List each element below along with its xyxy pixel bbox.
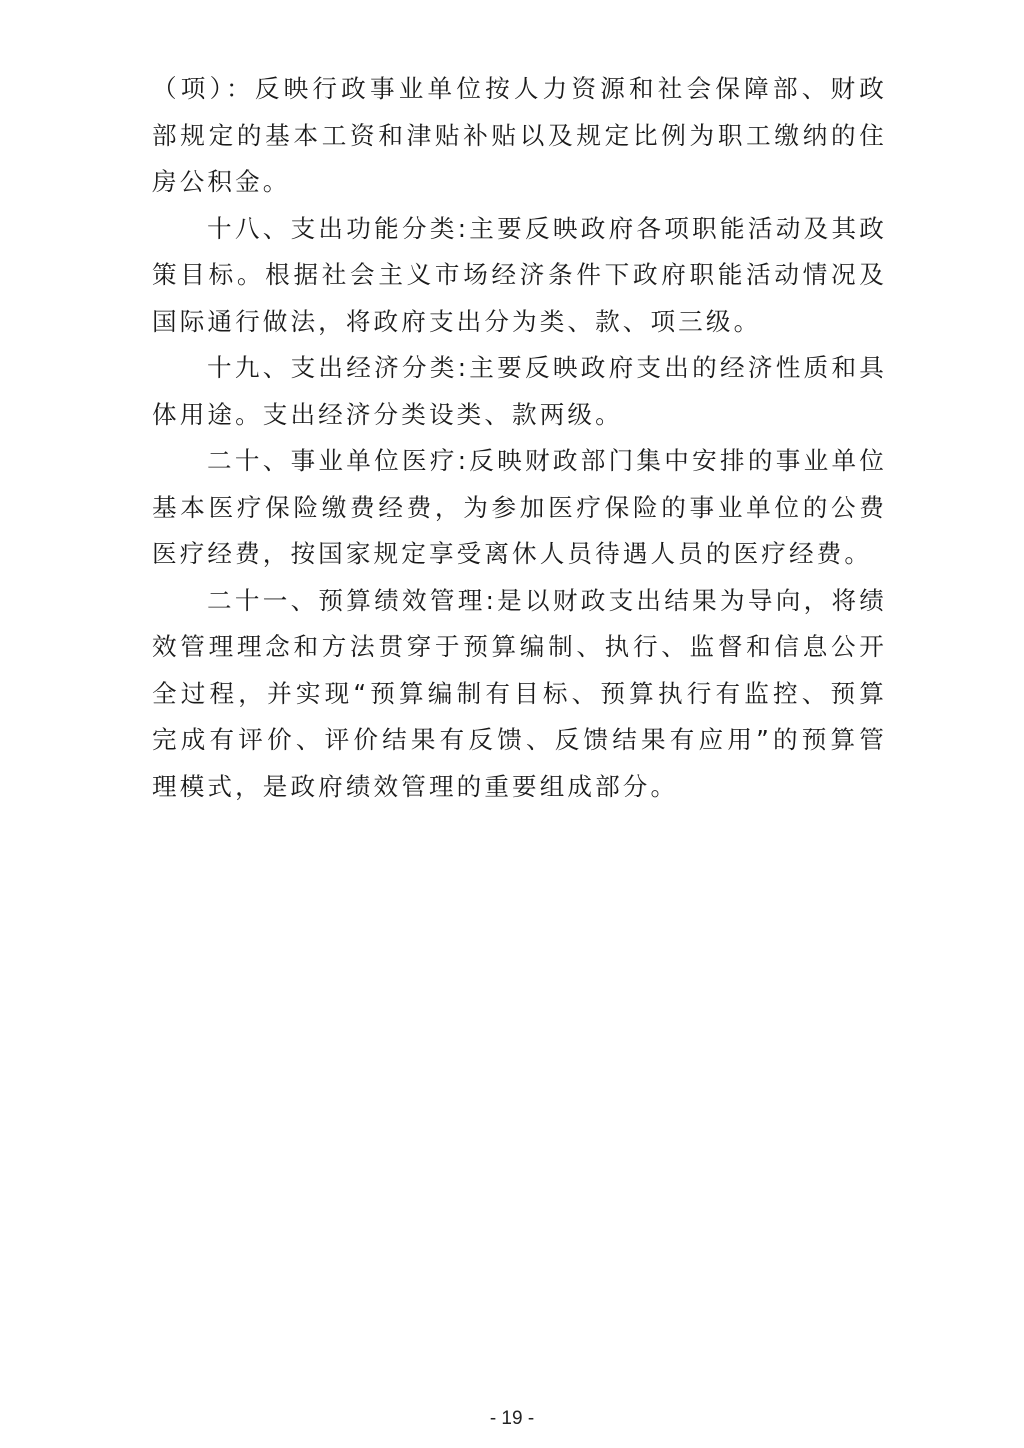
paragraph-item-19: 十九、支出经济分类:主要反映政府支出的经济性质和具体用途。支出经济分类设类、款两级。 [152,353,887,429]
page-number: - 19 - [489,1408,535,1429]
paragraph-item-21: 二十一、预算绩效管理:是以财政支出结果为导向，将绩效管理理念和方法贯穿于预算编制、执行、监督和信息公开全过程，并实现“预算编制有目标、预算执行有监控、预算完成有评价、评价结果有反馈、反馈结果有应用”的预算管理模式，是政府绩效管理的重要组成部分。 [152,585,887,801]
document-body [152,66,887,810]
paragraph-item-18: 十八、支出功能分类:主要反映政府各项职能活动及其政策目标。根据社会主义市场经济条件下政府职能活动情况及国际通行做法，将政府支出分为类、款、项三级。 [152,213,887,336]
paragraph-item-20: 二十、事业单位医疗:反映财政部门集中安排的事业单位基本医疗保险缴费经费，为参加医疗保险的事业单位的公费医疗经费，按国家规定享受离休人员待遇人员的医疗经费。 [152,446,887,568]
paragraph-continuation: （项）：反映行政事业单位按人力资源和社会保障部、财政部规定的基本工资和津贴补贴以及规定比例为职工缴纳的住房公积金。 [152,74,887,196]
